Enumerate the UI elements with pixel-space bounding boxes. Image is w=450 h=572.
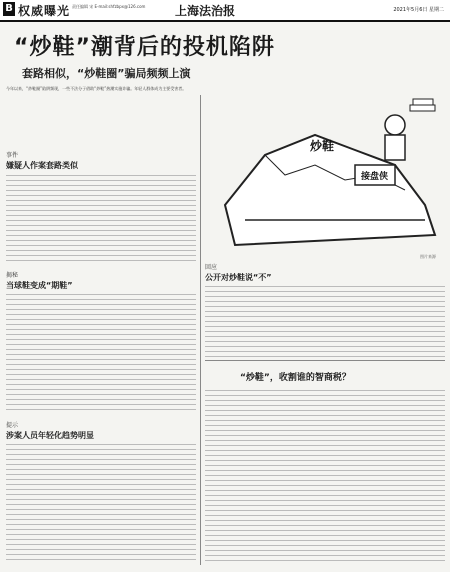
sign-label: 接盘侠 [361,172,389,182]
shoe-label: 炒鞋 [310,139,335,153]
section-heading-2: 当球鞋变成“期鞋” [6,281,73,290]
box-top-rule [205,360,445,361]
image-credit: 图片来源 [420,254,436,259]
article-subtitle: 套路相似，“炒鞋圈”骗局频频上演 [22,67,191,80]
column-divider [200,95,201,565]
body-block-3 [6,444,196,564]
section-label-2: 揭秘 [6,272,19,279]
editor-line: 责任编辑 宋 E-mail:shfzbpx@126.com [72,4,146,9]
section-heading-4: 公开对炒鞋说“不” [205,273,272,282]
section-heading-3: 涉案人员年轻化趋势明显 [6,431,94,440]
issue-date: 2021年5月6日 星期二 [393,7,444,13]
shoe-illustration [205,95,445,255]
body-block-2 [6,294,196,414]
lead-paragraph: 今年以来，“炒鞋圈”陷阱频现，一些不法分子借助“炒鞋”热潮实施诈骗。年轻人群体成为主要受害者。 [6,86,187,91]
body-block-4 [205,286,445,361]
article-title: “炒鞋”潮背后的投机陷阱 [14,35,275,60]
section-heading-1: 嫌疑人作案套路类似 [6,161,78,170]
masthead: 上海法治报 [175,4,236,18]
body-block-1 [6,175,196,265]
section-title: 权威曝光 [18,4,71,18]
section-label-3: 提示 [6,422,19,429]
box-heading: “炒鞋”，收割谁的智商税？ [240,373,351,383]
page-header [0,0,450,22]
page-letter: B [3,2,15,16]
section-label-1: 事件 [6,152,19,159]
body-block-5 [205,390,445,565]
section-label-4: 回应 [205,264,218,271]
